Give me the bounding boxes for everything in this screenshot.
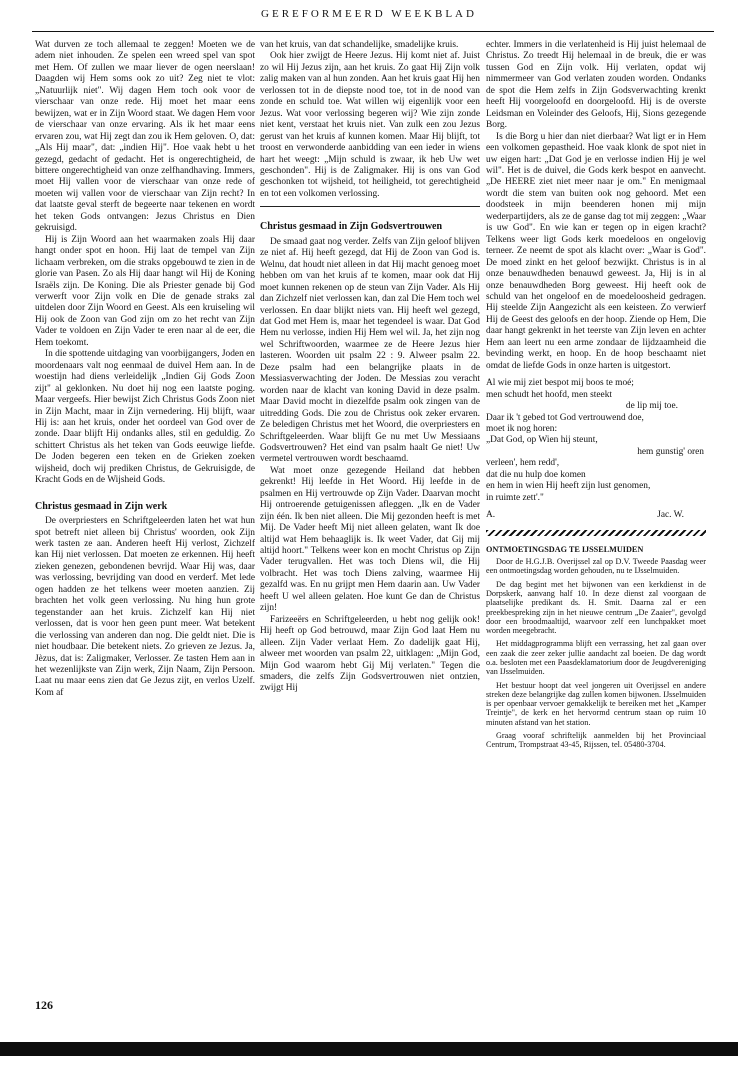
notice (486, 544, 706, 750)
notice-title: ONTMOETINGSDAG TE IJSSELMUIDEN (486, 544, 644, 554)
notice-paragraph: Het middagprogramma blijft een verrassing, het zal gaan over een zaak die zeer zeker jullie aandacht zal boeien. De dag wordt o.a. besloten met een Paasdeklamatorium door de Jeugdvereniging van IJsselmuiden. (486, 639, 706, 677)
poem-line: dat die nu hulp doe komen (486, 469, 586, 480)
signature (486, 510, 706, 521)
poem-line: de lip mij toe. (625, 401, 678, 412)
poem-line: men schudt het hoofd, men steekt (486, 389, 613, 400)
paragraph: Is die Borg u hier dan niet dierbaar? Wat ligt er in Hem een volkomen gepastheid. Hoe vaak klonk de spot niet in uw eigen hart: „Dat God je en verlosse indien Hij je wel wil". Het is de duivel, die Gods kerk bespot en aanvecht. „De HEERE ziet niet meer naar je om." En menigmaal wordt die stem van buiten ook nog gehoord. Met een doodsteek in mijn beenderen honen mij mijn wederpartijders, als ze de ganse dag tot mij zeggen: „Waar is uw God". En wie kan er tegen op in eigen kracht? Telkens weer ligt Gods kerk moedeloos en ongelovig terneer. Ze neemt de spot als klacht over: „Waar is God". De moed zinkt en het geloof bezwijkt. Christus is in al onze benauwdheden benauwd geweest. Ja, Hij is in al onze benauwdheden Borg geweest. Hij heeft ook de schuld van het ongeloof en de moedeloosheid gedragen. Hij steelde Zijn Aangezicht als een keisteen. Zo verwierf Hij de Geest des geloofs en der hoop. Ziende op Hem, Die daar hangt gekrenkt in het teerste van Zijn leven en achter Hem aan leert nu een arme zondaar de lijdzaamheid die bevinding werkt, en hoop. En de hoop beschaamt niet omdat de liefde Gods in onze harten is uitgestort. (486, 131, 706, 371)
signature-initial: A. (486, 510, 496, 521)
poem (486, 378, 706, 504)
poem-line: hem gunstig' oren (637, 446, 704, 457)
notice-paragraph: Door de H.G.J.B. Overijssel zal op D.V. Tweede Paasdag weer een ontmoetingsdag worden gehouden, nu te IJsselmuiden. (486, 557, 706, 576)
paragraph: echter. Immers in die verlatenheid is Hij juist helemaal de Christus. Zo treedt Hij helemaal in de breuk, die er was tussen God en Zijn volk. Hij verlaten, opdat wij nimmermeer van God verlaten zouden worden. Ondanks de spot die Hem zelfs in Zijn Godsverwachting krenkt heeft Hij voorgeloofd en doorgeloofd. Hij is de overste Leidsman en Voleinder des Geloofs, Hij, Sions gezegende Borg. (486, 40, 706, 131)
notice-paragraph: Het bestuur hoopt dat veel jongeren uit Overijssel en andere streken deze belangrijke dag zullen komen bijwonen. IJsselmuiden is per openbaar vervoer gemakkelijk te bereiken met het „Kamper Treintje", de kerk en het hervormd centrum staan op ruim 10 minuten afstand van het station. (486, 680, 706, 727)
paragraph: van het kruis, van dat schandelijke, smadelijke kruis. (260, 40, 459, 50)
poem-line: in ruimte zett'." (486, 492, 544, 503)
paragraph: Wat moet onze gezegende Heiland dat hebben gekrenkt! Hij leefde in Het Woord. Hij leefde in de psalmen en Hij vertrouwde op Zijn Vader. Daarvan mocht Hij ontroerende getuigenissen afleggen. „Ik en de Vader zijn één. Ik ben niet alleen. Die Mij gezonden heeft is met Mij. De Vader heeft Mij niet alleen gelaten, want Ik doe altijd wat Hem behaaglijk is. Ik weet Vader, dat Gij mij altijd hoort." Telkens weer kon en mocht Christus op Zijn Vader terugvallen. Het was toch Diens wil, die Hij volbracht. Het was toch Diens zalving, waarmee Hij gezalfd was. En nu grijpt men Hem daarin aan. Uw Vader heeft U wel alleen gelaten. Hoe kunt Ge dan de Christus zijn! (260, 465, 480, 614)
column-3 (486, 40, 706, 1000)
poem-line: „Dat God, op Wien hij steunt, (486, 435, 598, 446)
signature-name: Jac. W. (657, 510, 684, 521)
column-1 (35, 40, 255, 1000)
poem-line: verleen', hem redd', (486, 458, 560, 469)
poem-line: en hem in wien Hij heeft zijn lust genomen, (486, 481, 651, 492)
paragraph: Wat durven ze toch allemaal te zeggen! Moeten we de adem niet inhouden. Ze spelen een wreed spel van spot met Hem. Of zullen we maar liever de ogen neerslaan! Daagden wij Hem soms ook zo uit? Zeg niet te vlot: „Natuurlijk niet". Wij dagen Hem toch ook voor de vierschaar van onze rede. Hij moet het maar eens bewijzen, wat er in Zijn Woord staat. We dagen Hem voor de vierschaar van onze ervaring. Als ik het maar eens ervaren zou, wat Hij zegt dan zou ik Hem geloven. O, dat: „Als Hij maar", dat: „indien Hij". Hoe vaak hebt u het gezegd, gedacht of gedacht. Het is ongerechtigheid, de bittere ongerechtigheid van onze zelfhandhaving. Immers, moet Hij vallen voor de vierschaar van onze rede of moeten wij vallen voor de vierschaar van Zijn recht? In dat laatste geval sterft de begeerte naar tekenen en wordt het teken Gods ontvangen: Jezus Christus en Dien gekruisigd. (35, 40, 255, 234)
paragraph: De smaad gaat nog verder. Zelfs van Zijn geloof blijven ze niet af. Hij heeft gezegd, dat Hij de Zoon van God is. Welnu, dat houdt niet alleen in dat Hij macht genoeg moet hebben om van het kruis af te komen, maar ook dat Hij moet kunnen rekenen op de steun van Zijn Vader. Als Hij dan Zichzelf niet verlossen kan, dan zal Die Hem toch wel verlossen. En daar blijkt niets van. Hij heeft wel gezegd, dat God met Hem is, maar het tegendeel is waar. Dat God Hem nu verlosse, indien Hij Hem wel wil. Ja, het zijn nog wel Schriftwoorden, waarmee ze de Heere Jezus hier lasteren. Woorden uit psalm 22 : 9. Alweer psalm 22. Deze psalm had een belangrijke plaats in de Messiasverwachting der Joden. De Messias zou veracht worden naar de klacht van koning David in deze psalm. Maar David mocht in diezelfde psalm ook zingen van de uitredding Gods. Die zou de Christus ook zeker ervaren. Ze beledigen Christus met het Woord, die overpriesters en Schriftgeleerden. Waar blijft Ge nu met Uw Messiaans Godsvertrouwen? Het eind van psalm haalt Ge niet! Uw vermetel vertrouwen wordt beschaamd. (260, 236, 480, 465)
paragraph: Ook hier zwijgt de Heere Jezus. Hij komt niet af. Juist zo wil Hij Jezus zijn, aan het kruis. Zo gaat Hij Zijn volk zalig maken van al hun zonden. Aan het kruis gaat Hij hen verlossen tot in de diepste nood toe, tot in de nood van zonde en schuld toe. Wat willen wij eigenlijk voor een Jezus. Wat voor verlossing begeren wij? Wie zijn zonde niet kent, verstaat het kruis niet. Van zulk een zou Jezus gerust van het kruis af kunnen komen. Maar Hij blijft, tot troost en verwonderde aanbidding van een ieder in wiens hart het weegt: „Mijn schuld is zwaar, ik heb Uw wet geschonden". Hij is de Zaligmaker. Hij is ons van God geschonken tot wijsheid, tot heiligheid, tot gerechtigheid en tot een volkomen verlossing. (260, 51, 480, 199)
poem-line: Daar ik 't gebed tot God vertrouwend doe, (486, 412, 644, 423)
paragraph: Farizeeërs en Schriftgeleerden, u hebt nog gelijk ook! Hij heeft op God betrouwd, maar Zijn God laat Hem nu alleen. Zijn Vader verlaat Hem. Zo dadelijk gaat Hij, alweer met woorden van psalm 22, uitklagen: „Mijn God, Mijn God waarom hebt Gij Mij verlaten." Tegen die smaders, die zelfs Zijn Godsvertrouwen niet ontzien, zwijgt Hij (260, 614, 480, 694)
page-header: GEREFORMEERD WEEKBLAD (261, 8, 477, 20)
section-rule (260, 206, 480, 207)
paragraph: In die spottende uitdaging van voorbijgangers, Joden en moordenaars valt nog eenmaal de duivel Hem aan. In de woestijn had diens verleidelijk „Indien Gij Gods Zoon zijt" al geklonken. Nu doet hij nog een laatste poging. Maar vergeefs. Hier bewijst Zich Christus Gods Zoon niet in Zijn Macht, maar in Zijn vernedering. Hij blijft, waar Hij is: aan het kruis, onder het oordeel van God over de zonde. Daar blijft Hij ondanks alles, stil en geduldig. Zo schittert Christus als het teken van Gods eeuwige liefde. De Joden begeren een teken en de Grieken zoeken wijsheid, doch wij prediken Christus, de Gekruisigde, de Kracht Gods en de Wijsheid Gods. (35, 349, 255, 486)
decorative-divider (486, 530, 706, 536)
section-heading: Christus gesmaad in Zijn Godsvertrouwen (260, 221, 443, 233)
paragraph: Hij is Zijn Woord aan het waarmaken zoals Hij daar hangt onder spot en hoon. Hij laat de tempel van Zijn lichaam verbreken, om die straks opgebouwd te zien in de glorie van Pasen. Zo als Hij daar hangt wil Hij de Koning Israëls zijn. De Koning. Die als Priester genade bij God verwerft voor Zijn volk en Die de genade straks zal uitdelen door Zijn Woord en Geest. Als een kruiseling wil Hij ook de Zoon van God zijn om zo het recht van Zijn Vader te voldoen en Zijn Vader te eren naar al de eer, die Hem toekomt. (35, 234, 255, 348)
notice-paragraph: De dag begint met het bijwonen van een kerkdienst in de Dorpskerk, aanvang half 10. In deze dienst zal voorgaan de plaatselijke predikant ds. H. Smit. Daarna zal er een preekbespreking zijn in het nieuwe centrum „De Zaaier", gevolgd door een broodmaaltijd, waarvoor zelf een lunchpakket moet worden meegebracht. (486, 579, 706, 636)
header-rule (32, 31, 714, 32)
poem-line: moet ik nog horen: (486, 423, 558, 434)
paragraph: De overpriesters en Schriftgeleerden laten het wat hun spot betreft niet alleen bij Christus' woorden, ook Zijn werk tasten ze aan. Anderen heeft Hij verlost, Zichzelf kan Hij niet verlossen. Dat moeten ze erkennen. Hij heeft zieken genezen, gebondenen bevrijd. Waar Hij was, daar was verlossing, bevrijding van dood en verderf. Met lede ogen hadden ze het telkens weer moeten aanzien. Zij brachten het volk geen verlossing. Nu hing hun grote tegenstander aan het kruis. Zichzelf kan Hij niet verlossen, dat is voor hen geen punt meer. Wat betekent die verlossing van anderen dan nog. Die geldt niet. Die is niet houdbaar. Die betekent niets. Zo grieven ze Jezus. Ja, Jèzus, dat is: Zaligmaker, Verlosser. Ze tasten Hem aan in het wezenlijkste van Zijn werk, Zijn Naam, Zijn Persoon. Laat nu maar eens zien dat Ge Jezus zijt, en verlos Uzelf. Kom af (35, 516, 255, 698)
notice-paragraph: Graag vooraf schriftelijk aanmelden bij het Provinciaal Centrum, Trompstraat 43-45, Rijssen, tel. 05480-3704. (486, 731, 706, 750)
page-number: 126 (35, 998, 53, 1012)
section-heading: Christus gesmaad in Zijn werk (35, 500, 168, 512)
poem-line: Al wie mij ziet bespot mij boos te moé; (486, 378, 634, 389)
column-2 (260, 40, 480, 1000)
bottom-bar (0, 1042, 738, 1056)
